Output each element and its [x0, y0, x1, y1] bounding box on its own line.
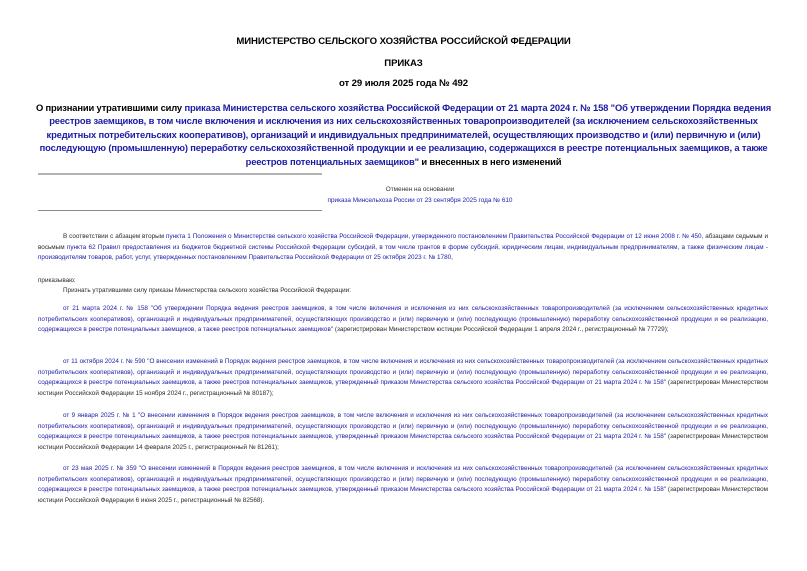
document-date-number: от 29 июля 2025 года № 492 [339, 78, 468, 89]
document-type: ПРИКАЗ [384, 58, 423, 69]
recognize-paragraph: Признать утратившими силу приказы Министерства сельского хозяйства Российской Федерации: [63, 287, 351, 294]
repealed-order-item [38, 411, 768, 453]
title-prefix: О признании утратившими силу [35, 102, 185, 113]
document-title [28, 101, 779, 168]
repealed-order-link[interactable]: от 9 января 2025 г. № 1 "О внесении изменения в Порядок ведения реестров заемщиков, в том числе включения и исключения из них сельскохозяйственных товаропроизводителей (за исключением сельскохозяйственных кредитных потребительских кооперативов), организаций и индивидуальных предпринимателей, осуществляющих производство и (или) первичную и (или) последующую (промышленную) переработку сельскохозяйственной продукции и ее реализацию, содержащихся в реестре потенциальных заемщиков, а также реестров потенциальных заемщиков, утвержденный приказом Министерства сельского хозяйства Российской Федерации от 21 марта 2024 г. № 158" [38, 412, 768, 441]
ministry-heading: МИНИСТЕРСТВО СЕЛЬСКОГО ХОЗЯЙСТВА РОССИЙСКОЙ ФЕДЕРАЦИИ [236, 36, 571, 47]
basis-paragraph [38, 232, 768, 264]
registration-info: (зарегистрирован Министерством юстиции Российской Федерации 6 июня 2025 г., регистрационный № 82568). [38, 486, 768, 504]
basis-link-regulation[interactable]: пункта 1 Положения о Министерстве сельского хозяйства Российской Федерации, утвержденного постановлением Правительства Российской Федерации от 12 июня 2008 г. № 450 [166, 233, 702, 240]
cancellation-order-link[interactable]: приказа Минсельхоза России от 23 сентября 2025 года № 610 [327, 197, 513, 205]
divider-bottom [38, 210, 322, 211]
repealed-order-link[interactable]: от 21 марта 2024 г. № 158 "Об утверждении Порядка ведения реестров заемщиков, в том числе включения и исключения из них сельскохозяйственных товаропроизводителей (за исключением сельскохозяйственных кредитных потребительских кооперативов), организаций и индивидуальных предпринимателей, осуществляющих производство и (или) первичную и (или) последующую (промышленную) переработку сельскохозяйственной продукции и ее реализацию, содержащихся в реестре потенциальных заемщиков, а также реестров потенциальных заемщиков" [38, 305, 768, 334]
repealed-order-link[interactable]: от 11 октября 2024 г. № 590 "О внесении изменений в Порядок ведения реестров заемщиков, в том числе включения и исключения из них сельскохозяйственных товаропроизводителей (за исключением сельскохозяйственных кредитных потребительских кооперативов), организаций и индивидуальных предпринимателей, осуществляющих производство и (или) первичную и (или) последующую (промышленную) переработку сельскохозяйственной продукции и ее реализацию, содержащихся в реестре потенциальных заемщиков, а также реестров потенциальных заемщиков, утвержденный приказом Министерства сельского хозяйства Российской Федерации от 21 марта 2024 г. № 158" [38, 358, 768, 387]
registration-info: (зарегистрирован Министерством юстиции Российской Федерации 14 февраля 2025 г., регистрационный № 81261); [38, 433, 768, 451]
title-suffix: и внесенных в него изменений [418, 155, 562, 167]
divider-top [38, 173, 322, 175]
cancellation-label: Отменен на основании [385, 186, 455, 193]
repealed-order-link[interactable]: от 23 мая 2025 г. № 359 "О внесении изменений в Порядок ведения реестров заемщиков, в том числе включения и исключения из них сельскохозяйственных товаропроизводителей (за исключением сельскохозяйственных кредитных потребительских кооперативов), организаций и индивидуальных предпринимателей, осуществляющих производство и (или) первичную и (или) последующую (промышленную) переработку сельскохозяйственной продукции и ее реализацию, содержащихся в реестре потенциальных заемщиков, а также реестров потенциальных заемщиков, утвержденный приказом Министерства сельского хозяйства Российской Федерации от 21 марта 2024 г. № 158" [38, 465, 768, 494]
title-order-link[interactable]: приказа Министерства сельского хозяйства Российской Федерации от 21 марта 2024 г. № 158 "Об утверждении Порядка ведения реестров заемщиков, в том числе включения и исключения из них сельскохозяйственных товаропроизводителей (за исключением сельскохозяйственных кредитных потребительских кооперативов), организаций и индивидуальных предпринимателей, осуществляющих производство и (или) первичную и (или) последующую (промышленную) переработку сельскохозяйственной продукции и ее реализацию, содержащихся в реестре потенциальных заемщиков, а также реестров потенциальных заемщиков" [39, 102, 772, 167]
basis-text-3: , [451, 254, 453, 262]
order-word: приказываю: [38, 277, 76, 284]
registration-info: (зарегистрирован Министерством юстиции Российской Федерации 1 апреля 2024 г., регистрационный № 77729); [333, 326, 669, 334]
basis-text-1: В соответствии с абзацем вторым [63, 233, 167, 240]
registration-info: (зарегистрирован Министерством юстиции Российской Федерации 15 ноября 2024 г., регистрационный № 80187); [38, 379, 768, 397]
cancellation-note [220, 184, 620, 207]
repealed-order-item [38, 464, 768, 506]
basis-text-2: , абзацами седьмым и восьмым [38, 233, 769, 251]
basis-link-rules[interactable]: пункта 62 Правил предоставления из бюджетов бюджетной системы Российской Федерации субсидий, в том числе грантов в форме субсидий, юридическим лицам, индивидуальным предпринимателям, а также физическим лицам - производителям товаров, работ, услуг, утвержденных постановлением Правительства Российской Федерации от 25 октября 2023 г. № 1780 [38, 243, 768, 262]
repealed-order-item [38, 357, 768, 399]
repealed-order-item [38, 304, 768, 336]
